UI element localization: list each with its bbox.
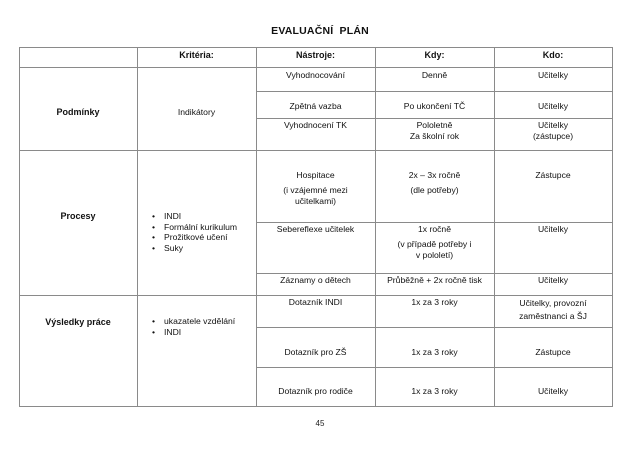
tool-cell: Dotazník pro ZŠ xyxy=(284,347,347,357)
when-cell: Průběžně + 2x ročně tisk xyxy=(387,275,482,285)
row-divider xyxy=(256,327,613,328)
who-cell xyxy=(494,297,612,323)
column-divider xyxy=(137,47,138,406)
when-line: Pololetně xyxy=(416,120,453,130)
when-cell: 1x za 3 roky xyxy=(411,386,458,396)
when-cell: 1x za 3 roky xyxy=(411,347,458,357)
who-cell: Zástupce xyxy=(535,347,571,357)
when-line: 2x – 3x ročně xyxy=(408,170,461,180)
when-cell xyxy=(375,170,494,196)
row-divider xyxy=(256,222,613,223)
criteria-item: • INDI xyxy=(150,327,235,338)
page-number: 45 xyxy=(315,419,325,428)
who-cell: Učitelky xyxy=(537,70,569,80)
tool-line: Hospitace xyxy=(296,170,335,180)
when-cell xyxy=(375,224,494,261)
tool-cell: Vyhodnocování xyxy=(286,70,345,80)
when-cell xyxy=(375,120,494,142)
criteria-item: • INDI xyxy=(150,211,237,222)
criteria-item: • Formální kurikulum xyxy=(150,222,237,233)
who-cell: Učitelky xyxy=(537,224,569,234)
tool-line: (i vzájemné mezi xyxy=(283,185,348,195)
header-divider xyxy=(19,67,613,68)
tool-cell: Vyhodnocení TK xyxy=(283,120,348,130)
section-label: Výsledky práce xyxy=(45,317,111,327)
when-line: Za školní rok xyxy=(409,131,460,141)
section-divider xyxy=(19,150,613,151)
criteria-item: • Prožitkové učení xyxy=(150,232,237,243)
section-label: Procesy xyxy=(60,211,96,221)
tool-cell: Dotazník INDI xyxy=(288,297,343,307)
who-cell: Zástupce xyxy=(535,170,571,180)
tool-cell: Sebereflexe učitelek xyxy=(276,224,355,234)
section-divider xyxy=(19,295,613,296)
tool-cell: Záznamy o dětech xyxy=(280,275,351,285)
who-line: zaměstnanci a ŠJ xyxy=(519,311,587,321)
section-label: Podmínky xyxy=(56,107,100,117)
who-line: Učitelky, provozní xyxy=(519,298,587,308)
who-cell xyxy=(494,120,612,142)
when-cell: Po ukončení TČ xyxy=(403,101,466,111)
who-cell: Učitelky xyxy=(537,275,569,285)
when-line: (v případě potřeby i xyxy=(397,239,472,249)
header-who: Kdo: xyxy=(542,50,564,60)
who-cell: Učitelky xyxy=(537,101,569,111)
table-border-right xyxy=(612,47,613,406)
row-divider xyxy=(256,367,613,368)
criteria-text: Indikátory xyxy=(177,107,216,117)
tool-cell xyxy=(256,170,375,207)
who-cell: Učitelky xyxy=(537,386,569,396)
when-line: (dle potřeby) xyxy=(410,185,459,195)
criteria-item: • ukazatele vzdělání xyxy=(150,316,235,327)
when-cell: Denně xyxy=(421,70,448,80)
table-border-bottom xyxy=(19,406,613,407)
criteria-item: • Suky xyxy=(150,243,237,254)
row-divider xyxy=(256,273,613,274)
who-line: Učitelky xyxy=(537,120,569,130)
row-divider xyxy=(256,118,613,119)
tool-cell: Dotazník pro rodiče xyxy=(278,386,353,396)
criteria-list xyxy=(150,211,237,253)
tool-cell: Zpětná vazba xyxy=(289,101,342,111)
row-divider xyxy=(256,91,613,92)
header-criteria: Kritéria: xyxy=(179,50,214,60)
who-line: (zástupce) xyxy=(532,131,574,141)
table-border-left xyxy=(19,47,20,406)
criteria-list xyxy=(150,316,235,337)
when-cell: 1x za 3 roky xyxy=(411,297,458,307)
when-line: 1x ročně xyxy=(418,224,451,234)
header-when: Kdy: xyxy=(424,50,445,60)
table-border-top xyxy=(19,47,613,48)
header-tools: Nástroje: xyxy=(295,50,335,60)
when-line: v pololetí) xyxy=(415,250,454,260)
tool-line: učitelkami) xyxy=(294,196,337,206)
document-title: EVALUAČNÍ PLÁN xyxy=(271,25,369,37)
